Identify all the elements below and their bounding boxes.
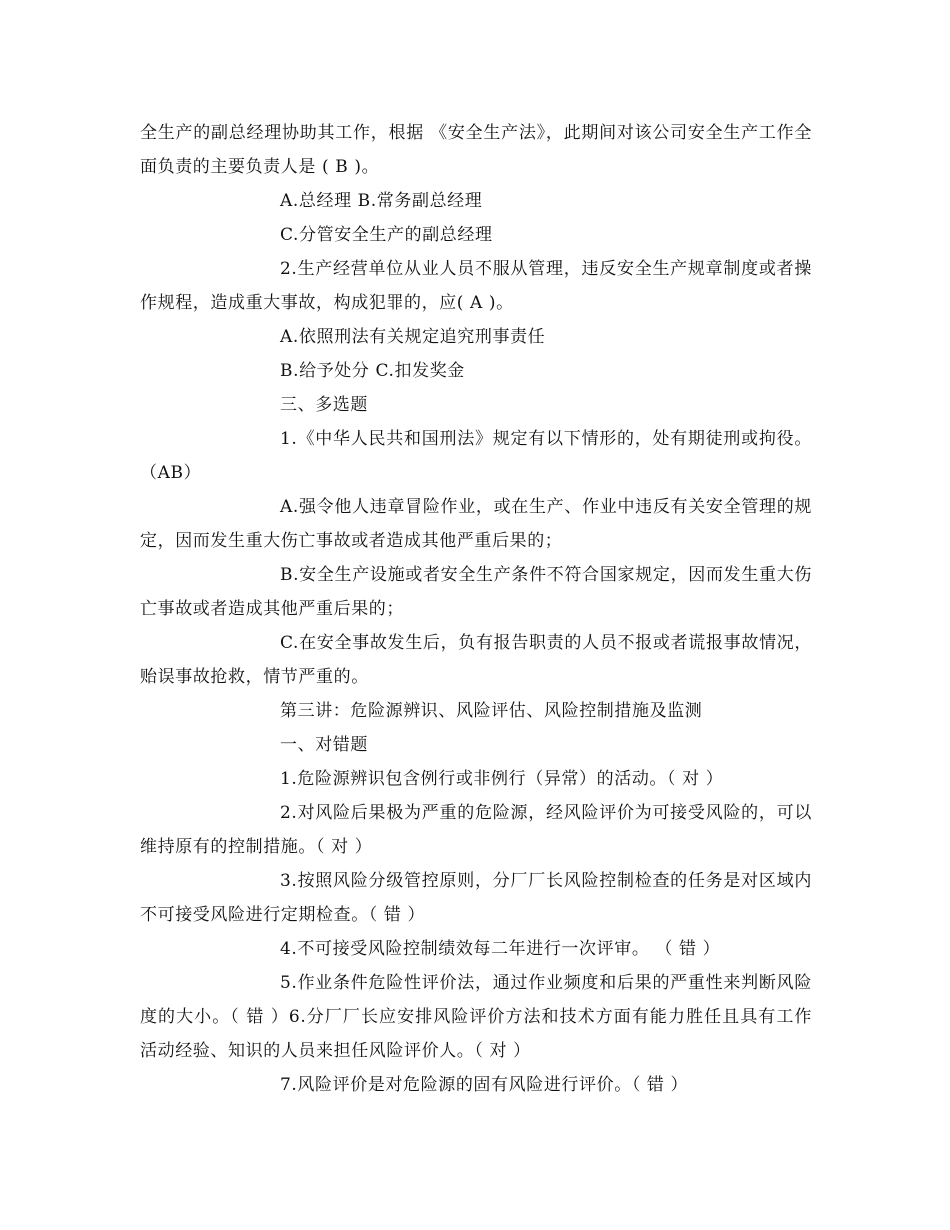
answer-option: C.在安全事故发生后，负有报告职责的人员不报或者谎报事故情况，贻误事故抢救，情节严重的。 [140,633,812,687]
answer-option: A.依照刑法有关规定追究刑事责任 [280,327,546,347]
question: 1.《中华人民共和国刑法》规定有以下情形的，处有期徒刑或拘役。（AB） [140,429,812,483]
question: 4.不可接受风险控制绩效每二年进行一次评审。 （ 错 ） [280,939,721,959]
question: 2.对风险后果极为严重的危险源，经风险评价为可接受风险的，可以维持原有的控制措施。（ 对 ） [140,803,812,857]
answer-options: A.总经理 B.常务副总经理 [280,191,483,211]
answer-option: C.分管安全生产的副总经理 [280,225,493,245]
answer-option: B.安全生产设施或者安全生产条件不符合国家规定，因而发生重大伤亡事故或者造成其他严重后果的； [140,565,812,619]
document-body [140,116,812,1102]
answer-option: A.强令他人违章冒险作业，或在生产、作业中违反有关安全管理的规定，因而发生重大伤亡事故或者造成其他严重后果的； [140,497,812,551]
question: 1.危险源辨识包含例行或非例行（异常）的活动。（ 对 ） [280,769,724,789]
question: 3.按照风险分级管控原则，分厂厂长风险控制检查的任务是对区域内不可接受风险进行定期检查。（ 错 ） [140,871,812,925]
section-heading: 一、对错题 [280,735,368,755]
lecture-heading: 第三讲：危险源辨识、风险评估、风险控制措施及监测 [280,701,703,721]
question: 7.风险评价是对危险源的固有风险进行评价。（ 错 ） [280,1075,689,1095]
question: 2.生产经营单位从业人员不服从管理，违反安全生产规章制度或者操作规程，造成重大事故，构成犯罪的，应( A )。 [140,259,812,313]
paragraph: 全生产的副总经理协助其工作，根据 《安全生产法》，此期间对该公司安全生产工作全面负责的主要负责人是 ( B )。 [140,123,812,177]
section-heading: 三、多选题 [280,395,368,415]
answer-options: B.给予处分 C.扣发奖金 [280,361,465,381]
question: 5.作业条件危险性评价法，通过作业频度和后果的严重性来判断风险度的大小。（ 错 ）6.分厂厂长应安排风险评价方法和技术方面有能力胜任且具有工作活动经验、知识的人员来担任风险评价人。（ 对 ） [140,973,812,1061]
